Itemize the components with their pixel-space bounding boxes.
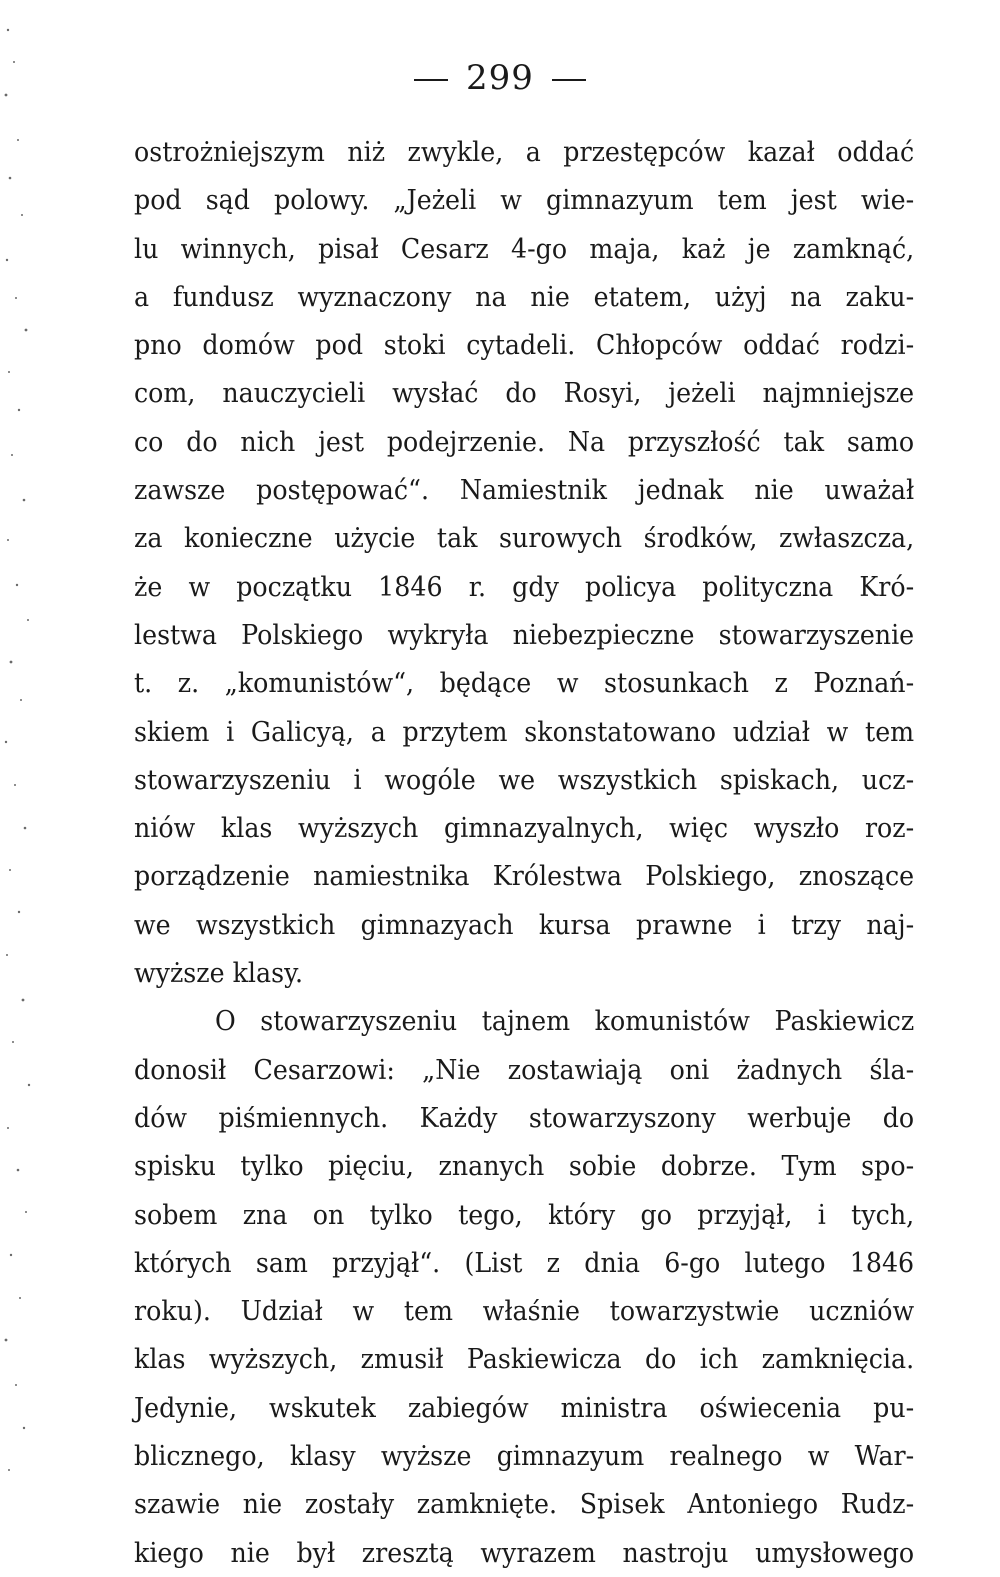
text-line: wyższe klasy. <box>134 957 304 990</box>
text-line: szawie nie zostały zamknięte. Spisek Antoniego Rudz- <box>134 1488 915 1521</box>
body-text <box>134 128 914 1577</box>
text-line: porządzenie namiestnika Królestwa Polskiego, znoszące <box>134 860 915 893</box>
text-line: roku). Udział w tem właśnie towarzystwie uczniów <box>134 1295 915 1328</box>
page-edge-specks <box>0 0 70 1496</box>
text-line: O stowarzyszeniu tajnem komunistów Paskiewicz <box>214 1005 915 1038</box>
text-line: stowarzyszeniu i wogóle we wszystkich spiskach, ucz- <box>134 763 915 796</box>
text-line: skiem i Galicyą, a przytem skonstatowano udział w tem <box>134 715 915 748</box>
text-line: com, nauczycieli wysłać do Rosyi, jeżeli najmniejsze <box>134 377 915 410</box>
text-line: blicznego, klasy wyższe gimnazyum realnego w War- <box>134 1440 915 1473</box>
text-line: ostrożniejszym niż zwykle, a przestępców kazał oddać <box>134 136 915 168</box>
text-line: pod sąd polowy. „Jeżeli w gimnazyum tem jest wie- <box>134 184 915 217</box>
text-line: że w początku 1846 r. gdy policya polityczna Kró- <box>134 570 915 603</box>
text-line: lestwa Polskiego wykryła niebezpieczne stowarzyszenie <box>134 618 915 651</box>
text-line: niów klas wyższych gimnazyalnych, więc wyszło roz- <box>134 812 915 845</box>
page-header <box>0 58 1000 98</box>
paragraph-1 <box>134 128 914 997</box>
paragraph-2 <box>134 997 914 1577</box>
text-line: Jedynie, wskutek zabiegów ministra oświecenia pu- <box>134 1391 915 1424</box>
text-line: t. z. „komunistów“, będące w stosunkach z Poznań- <box>134 667 915 700</box>
header-dash-left <box>414 79 448 81</box>
page-number: 299 <box>466 58 534 98</box>
text-line: dów piśmiennych. Każdy stowarzyszony werbuje do <box>134 1101 915 1134</box>
text-line: za konieczne użycie tak surowych środków, zwłaszcza, <box>134 522 915 555</box>
text-line: spisku tylko pięciu, znanych sobie dobrze. Tym spo- <box>134 1150 915 1183</box>
text-line: klas wyższych, zmusił Paskiewicza do ich zamknięcia. <box>134 1343 915 1376</box>
text-line: donosił Cesarzowi: „Nie zostawiają oni żadnych śla- <box>134 1053 915 1086</box>
text-line: lu winnych, pisał Cesarz 4-go maja, każ je zamknąć, <box>134 232 915 265</box>
header-dash-right <box>552 79 586 81</box>
text-line: pno domów pod stoki cytadeli. Chłopców oddać rodzi- <box>134 329 915 362</box>
text-line: we wszystkich gimnazyach kursa prawne i trzy naj- <box>134 908 915 941</box>
text-line: sobem zna on tylko tego, który go przyjął, i tych, <box>134 1198 915 1231</box>
text-line: zawsze postępować“. Namiestnik jednak nie uważał <box>134 474 915 507</box>
text-line: co do nich jest podejrzenie. Na przyszłość tak samo <box>134 425 915 458</box>
text-line: kiego nie był zresztą wyrazem nastroju umysłowego <box>134 1536 915 1569</box>
text-line: a fundusz wyznaczony na nie etatem, użyj na zaku- <box>134 280 915 313</box>
text-line: których sam przyjął“. (List z dnia 6-go lutego 1846 <box>134 1246 915 1279</box>
